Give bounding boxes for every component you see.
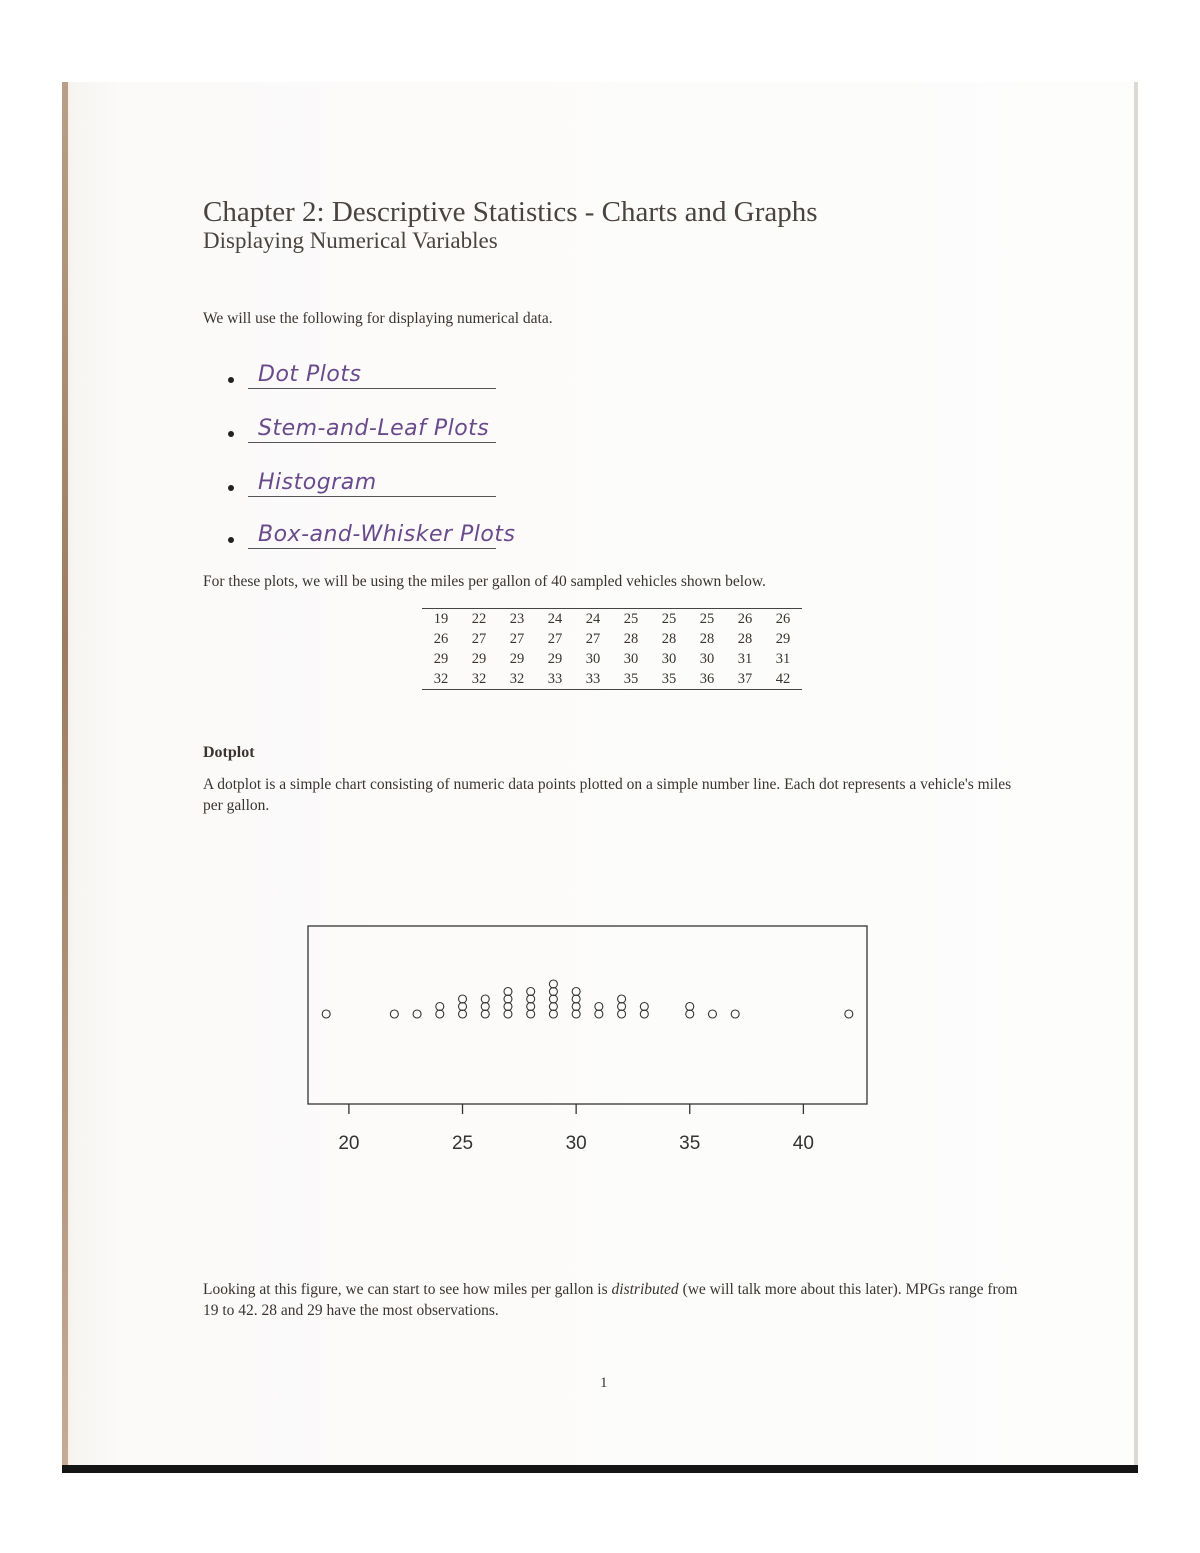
data-dot	[572, 995, 580, 1003]
data-dot	[618, 1010, 626, 1018]
table-cell: 31	[775, 650, 791, 667]
data-dot	[549, 980, 557, 988]
plot-frame	[308, 926, 867, 1104]
dotplot-svg	[290, 915, 890, 1165]
table-row	[422, 669, 802, 690]
x-tick-label: 25	[451, 1133, 474, 1154]
page-number: 1	[600, 1375, 608, 1391]
dotplot-heading: Dotplot	[203, 744, 255, 761]
paper-bottom-edge	[62, 1465, 1138, 1473]
table-cell: 29	[509, 650, 525, 667]
handwritten-answer: Dot Plots	[258, 362, 362, 387]
table-cell: 28	[623, 630, 639, 647]
table-cell: 25	[661, 610, 677, 627]
data-dot	[459, 1010, 467, 1018]
data-dot	[686, 1010, 694, 1018]
data-dot	[481, 1010, 489, 1018]
data-dot	[640, 1010, 648, 1018]
data-dot	[527, 995, 535, 1003]
emphasis-distributed: distributed	[611, 1281, 679, 1298]
data-dot	[504, 1010, 512, 1018]
table-cell: 37	[737, 670, 753, 687]
table-cell: 33	[585, 670, 601, 687]
data-dot	[527, 1010, 535, 1018]
table-cell: 27	[585, 630, 601, 647]
data-dot	[618, 995, 626, 1003]
data-dot	[481, 1003, 489, 1011]
data-dot	[549, 1003, 557, 1011]
intro-text: We will use the following for displaying numerical data.	[203, 310, 553, 327]
table-cell: 35	[623, 670, 639, 687]
bullet-item-4	[228, 522, 528, 558]
table-cell: 24	[547, 610, 563, 627]
table-cell: 31	[737, 650, 753, 667]
data-dot	[481, 995, 489, 1003]
blank-line	[248, 496, 496, 497]
table-cell: 29	[471, 650, 487, 667]
data-dot	[572, 1010, 580, 1018]
data-dot	[595, 1003, 603, 1011]
table-cell: 35	[661, 670, 677, 687]
table-cell: 27	[547, 630, 563, 647]
bullet-icon	[228, 377, 234, 383]
x-tick-label: 20	[338, 1133, 360, 1154]
table-row	[422, 649, 802, 669]
blank-line	[248, 548, 496, 549]
data-dot	[504, 988, 512, 996]
dotplot-description: A dotplot is a simple chart consisting of numeric data points plotted on a simple number line. Each dot represents a vehicle's miles per gallon.	[203, 776, 1012, 814]
bullet-item-2	[228, 416, 528, 452]
table-cell: 27	[471, 630, 487, 647]
table-cell: 36	[699, 670, 715, 687]
table-cell: 25	[623, 610, 639, 627]
table-cell: 30	[699, 650, 715, 667]
table-cell: 30	[623, 650, 639, 667]
table-cell: 29	[433, 650, 449, 667]
bullet-icon	[228, 537, 234, 543]
table-cell: 30	[661, 650, 677, 667]
table-cell: 32	[433, 670, 449, 687]
table-cell: 29	[775, 630, 791, 647]
table-cell: 32	[509, 670, 525, 687]
table-cell: 25	[699, 610, 715, 627]
data-dot	[459, 1003, 467, 1011]
data-dot	[413, 1010, 421, 1018]
table-cell: 24	[585, 610, 601, 627]
data-dot	[436, 1010, 444, 1018]
data-dot	[686, 1003, 694, 1011]
table-cell: 28	[737, 630, 753, 647]
paper-right-edge	[1134, 82, 1138, 1472]
conclusion-part-2: (we will talk more about this later). MPGs range from 19 to 42. 28 and 29 have the most observations.	[203, 1281, 1018, 1319]
data-dot	[527, 988, 535, 996]
table-cell: 30	[585, 650, 601, 667]
table-cell: 33	[547, 670, 563, 687]
table-cell: 26	[737, 610, 753, 627]
paper-left-edge	[62, 82, 68, 1472]
data-dot	[459, 995, 467, 1003]
bullet-item-1	[228, 362, 528, 398]
x-tick-label: 35	[679, 1133, 701, 1154]
data-dot	[640, 1003, 648, 1011]
data-dot	[731, 1010, 739, 1018]
table-cell: 42	[775, 670, 791, 687]
data-dot	[708, 1010, 716, 1018]
table-intro: For these plots, we will be using the miles per gallon of 40 sampled vehicles shown below.	[203, 573, 766, 590]
data-dot	[549, 1010, 557, 1018]
data-dot	[504, 995, 512, 1003]
bullet-item-3	[228, 470, 528, 506]
data-dot	[390, 1010, 398, 1018]
handwritten-answer: Histogram	[258, 470, 377, 495]
table-cell: 32	[471, 670, 487, 687]
data-dot	[504, 1003, 512, 1011]
table-cell: 23	[509, 610, 525, 627]
handwritten-answer: Box-and-Whisker Plots	[258, 522, 516, 547]
table-cell: 27	[509, 630, 525, 647]
table-cell: 26	[433, 630, 449, 647]
data-dot	[595, 1010, 603, 1018]
chapter-title: Chapter 2: Descriptive Statistics - Charts and Graphs	[203, 196, 818, 228]
table-cell: 19	[433, 610, 449, 627]
data-dot	[572, 988, 580, 996]
chapter-subtitle: Displaying Numerical Variables	[203, 228, 498, 253]
table-row	[422, 629, 802, 649]
table-row	[422, 609, 802, 630]
data-dot	[618, 1003, 626, 1011]
bullet-icon	[228, 485, 234, 491]
mpg-data-table	[422, 608, 802, 690]
table-cell: 26	[775, 610, 791, 627]
table-cell: 22	[471, 610, 487, 627]
x-tick-label: 30	[565, 1133, 587, 1154]
conclusion-text	[203, 1279, 1033, 1321]
data-dot	[322, 1010, 330, 1018]
data-dot	[436, 1003, 444, 1011]
bullet-icon	[228, 431, 234, 437]
handwritten-answer: Stem-and-Leaf Plots	[258, 416, 490, 441]
data-dot	[845, 1010, 853, 1018]
blank-line	[248, 442, 496, 443]
conclusion-part-1: Looking at this figure, we can start to see how miles per gallon is	[203, 1281, 612, 1298]
table-cell: 29	[547, 650, 563, 667]
x-tick-label: 40	[792, 1133, 814, 1154]
table-cell: 28	[661, 630, 677, 647]
data-dot	[527, 1003, 535, 1011]
data-dot	[549, 988, 557, 996]
blank-line	[248, 388, 496, 389]
dotplot-chart	[290, 915, 890, 1165]
data-dot	[572, 1003, 580, 1011]
data-dot	[549, 995, 557, 1003]
table-cell: 28	[699, 630, 715, 647]
